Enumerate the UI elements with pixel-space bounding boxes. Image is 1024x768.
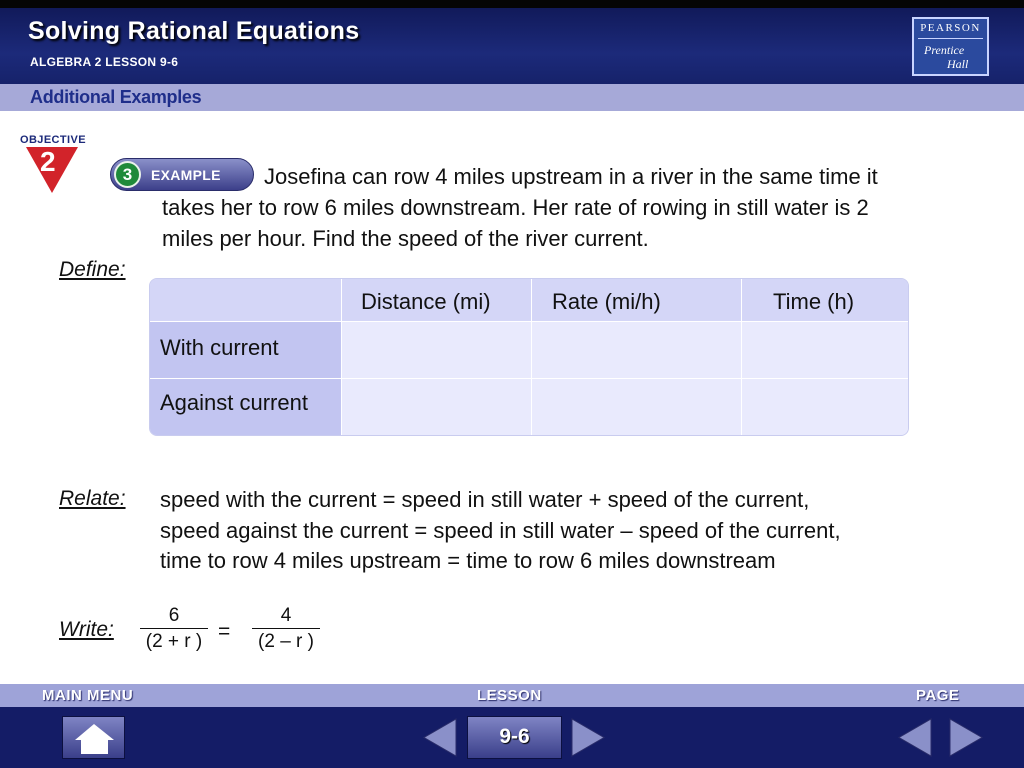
equals-sign: = [218, 620, 231, 643]
table-header-cell [150, 279, 341, 321]
logo-line-3: Hall [947, 57, 969, 71]
relate-line-2: speed against the current = speed in still water – speed of the current, [160, 518, 841, 543]
table-header-row [150, 279, 909, 321]
lesson-title: Solving Rational Equations [28, 17, 360, 45]
objective-number: 2 [40, 146, 56, 177]
problem-line-3: miles per hour. Find the speed of the river current. [162, 226, 649, 251]
lesson-number: 9-6 [467, 716, 562, 759]
row-label-against-current: Against current [150, 378, 341, 436]
problem-line-1: Josefina can row 4 miles upstream in a river in the same time it [264, 164, 878, 189]
table-cell [531, 378, 741, 436]
table-cell [741, 321, 909, 378]
main-menu-button[interactable] [62, 716, 125, 759]
footer-label-bar [0, 684, 1024, 707]
objective-label: OBJECTIVE [20, 134, 86, 146]
define-table [149, 278, 909, 436]
relate-line-3: time to row 4 miles upstream = time to row 6 miles downstream [160, 548, 776, 573]
table-row [150, 321, 909, 378]
section-title: Additional Examples [30, 87, 202, 107]
example-badge [110, 158, 254, 191]
row-label-with-current: With current [150, 321, 341, 378]
page-prev-button[interactable] [895, 716, 935, 759]
fraction-left-denominator: (2 + r ) [145, 631, 203, 652]
example-number: 3 [114, 161, 141, 188]
logo-divider [918, 38, 983, 39]
fraction-left [140, 605, 208, 653]
table-cell [341, 321, 531, 378]
fraction-left-numerator: 6 [168, 605, 180, 626]
fraction-right [252, 605, 320, 653]
logo-line-2: Prentice [924, 43, 965, 57]
main-menu-label: MAIN MENU [42, 687, 134, 704]
define-label: Define: [59, 258, 126, 281]
table-cell [741, 378, 909, 436]
relate-line-1: speed with the current = speed in still water + speed of the current, [160, 487, 810, 512]
table-divider [150, 321, 909, 322]
fraction-right-numerator: 4 [280, 605, 292, 626]
table-divider [341, 279, 342, 436]
publisher-logo [912, 17, 989, 76]
home-icon [63, 717, 126, 760]
example-label: EXAMPLE [151, 167, 221, 183]
page-label: PAGE [916, 687, 960, 704]
table-cell [531, 321, 741, 378]
write-label: Write: [59, 618, 114, 641]
table-divider [741, 279, 742, 436]
table-header-distance: Distance (mi) [341, 279, 531, 321]
relate-label: Relate: [59, 487, 126, 510]
table-divider [531, 279, 532, 436]
table-divider [150, 378, 909, 379]
fraction-bar [140, 628, 208, 629]
table-header-rate: Rate (mi/h) [531, 279, 741, 321]
section-bar [0, 84, 1024, 111]
fraction-right-denominator: (2 – r ) [258, 631, 314, 652]
lesson-prev-button[interactable] [420, 716, 460, 759]
table-cell [341, 378, 531, 436]
table-header-time: Time (h) [741, 279, 909, 321]
title-bar [0, 0, 1024, 84]
lesson-subtitle: ALGEBRA 2 LESSON 9-6 [30, 55, 179, 69]
problem-line-2: takes her to row 6 miles downstream. Her rate of rowing in still water is 2 [162, 195, 869, 220]
lesson-label: LESSON [477, 687, 542, 704]
fraction-bar [252, 628, 320, 629]
logo-line-1: PEARSON [920, 22, 981, 34]
page-next-button[interactable] [946, 716, 986, 759]
table-row [150, 378, 909, 436]
lesson-next-button[interactable] [568, 716, 608, 759]
